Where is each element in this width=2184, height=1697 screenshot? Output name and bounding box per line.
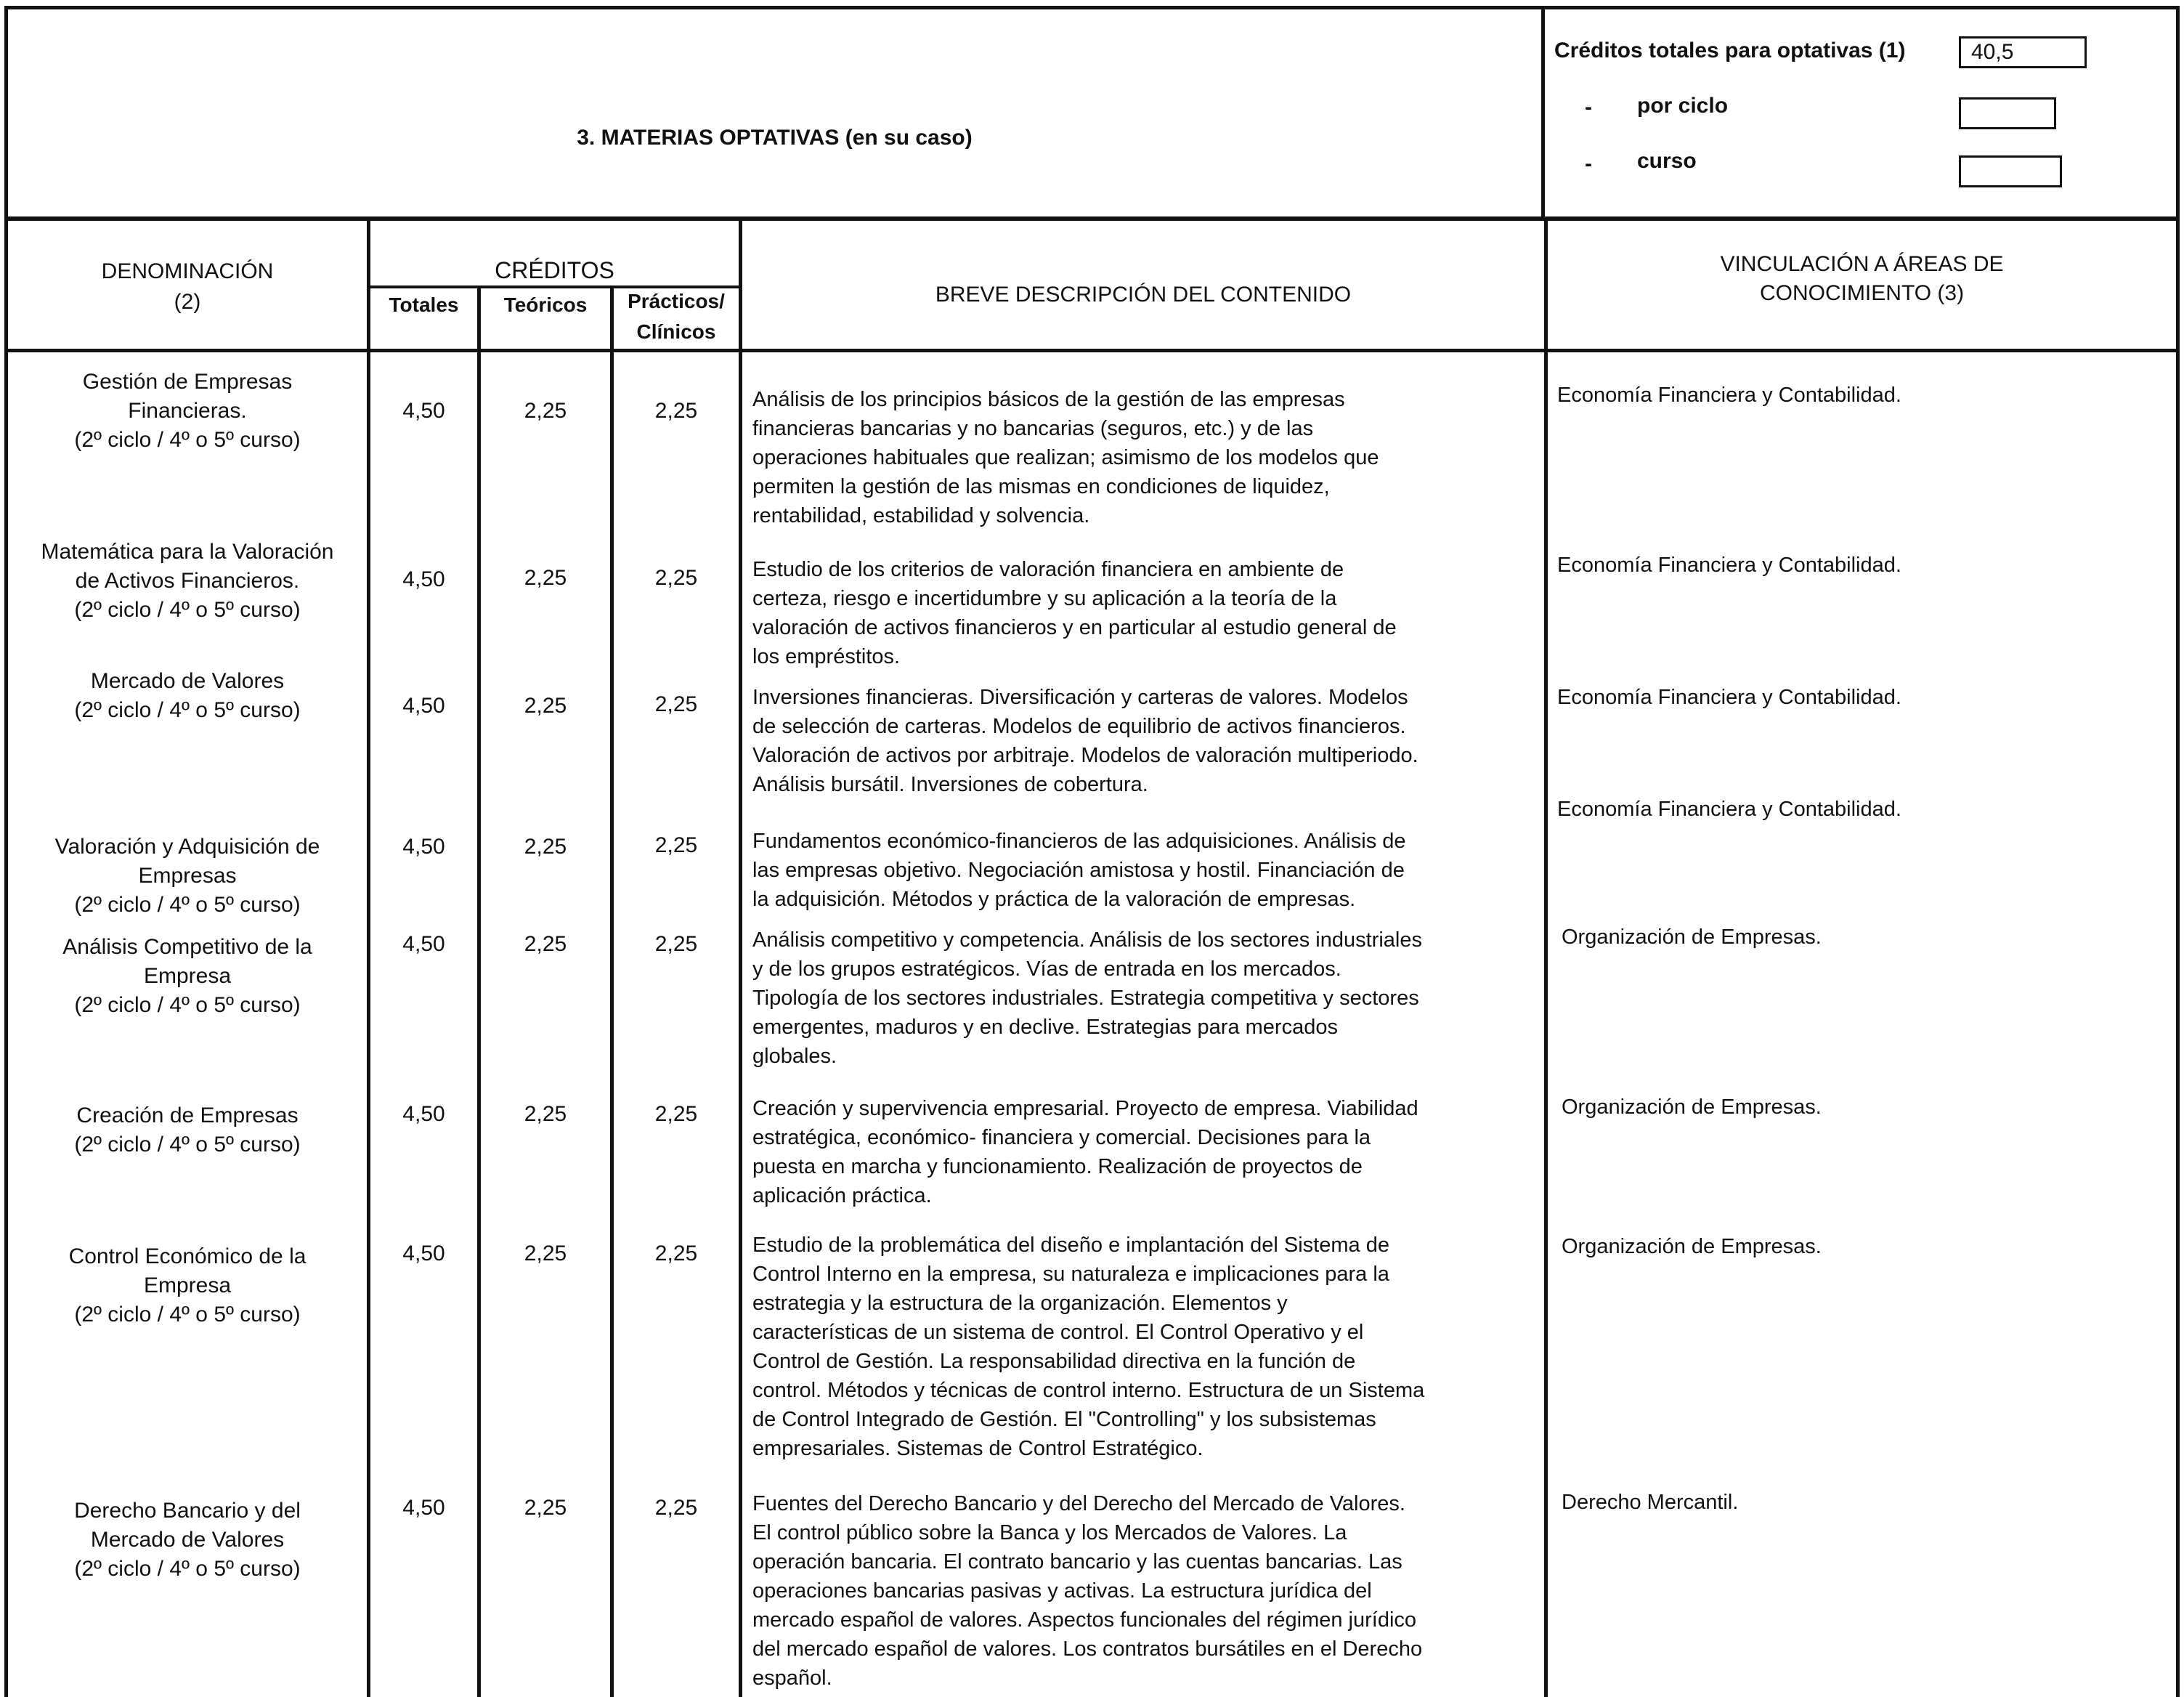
row-totales: 4,50 [402,399,445,423]
desc-line: los empréstitos. [752,645,901,668]
row-area: Economía Financiera y Contabilidad. [1557,798,1901,821]
frame-right [2176,6,2180,1697]
desc-line: de Control Integrado de Gestión. El "Controlling" y los subsistemas [752,1408,1376,1431]
row-name [8,1496,367,1584]
row-teoricos: 2,25 [524,566,567,590]
header-bottom-line [4,216,2180,221]
row-name-line: (2º ciclo / 4º o 5º curso) [74,1303,301,1327]
row-description [752,555,1537,671]
desc-line: Valoración de activos por arbitraje. Modelos de valoración multiperiodo. [752,744,1418,767]
row-area: Organización de Empresas. [1562,1095,1822,1119]
row-name-line: (2º ciclo / 4º o 5º curso) [74,993,301,1017]
por-ciclo-field [1959,97,2056,129]
row-name-line: (2º ciclo / 4º o 5º curso) [74,893,301,917]
desc-line: las empresas objetivo. Negociación amistosa y hostil. Financiación de [752,859,1405,882]
row-totales: 4,50 [402,932,445,956]
desc-line: empresariales. Sistemas de Control Estratégico. [752,1437,1203,1460]
row-name-line: (2º ciclo / 4º o 5º curso) [74,1557,301,1581]
col-sep-practicos [739,221,742,1697]
row-name-line: Financieras. [128,399,247,423]
col-header-vinculacion-1: VINCULACIÓN A ÁREAS DE [1720,252,2004,276]
row-practicos: 2,25 [654,1102,698,1126]
col-sep-totales [477,285,481,1697]
desc-line: globales. [752,1045,837,1068]
row-name [8,538,367,625]
row-area: Economía Financiera y Contabilidad. [1557,554,1901,577]
dash-2: - [1585,152,1592,176]
desc-line: estrategia y la estructura de la organización. Elementos y [752,1292,1288,1315]
desc-line: valoración de activos financieros y en particular al estudio general de [752,616,1397,639]
row-practicos: 2,25 [654,399,698,423]
desc-line: operación bancaria. El contrato bancario y las cuentas bancarias. Las [752,1550,1402,1574]
row-practicos: 2,25 [654,692,698,716]
desc-line: rentabilidad, estabilidad y solvencia. [752,504,1090,527]
desc-line: operaciones bancarias pasivas y activas. La estructura jurídica del [752,1579,1372,1603]
curso-label: curso [1637,149,1697,173]
row-area: Organización de Empresas. [1562,1235,1822,1258]
row-name [8,368,367,455]
row-name-line: Análisis Competitivo de la [62,935,312,959]
desc-line: emergentes, maduros y en declive. Estrategias para mercados [752,1016,1338,1039]
row-totales: 4,50 [402,835,445,859]
col-header-totales: Totales [389,293,459,316]
row-name [8,933,367,1020]
col-header-descripcion: BREVE DESCRIPCIÓN DEL CONTENIDO [935,283,1352,307]
desc-line: Control Interno en la empresa, su naturaleza e implicaciones para la [752,1263,1389,1286]
desc-line: aplicación práctica. [752,1184,932,1207]
col-header-practicos-1: Prácticos/ [628,290,725,312]
desc-line: Análisis bursátil. Inversiones de cobertura. [752,773,1148,796]
row-area: Economía Financiera y Contabilidad. [1557,384,1901,407]
row-name-line: de Activos Financieros. [75,569,300,593]
row-name-line: Empresa [143,1273,232,1297]
row-area: Organización de Empresas. [1562,926,1822,949]
desc-line: certeza, riesgo e incertidumbre y su aplicación a la teoría de la [752,587,1337,610]
row-name-line: Mercado de Valores [90,1528,285,1552]
row-description [752,385,1537,530]
row-teoricos: 2,25 [524,1496,567,1520]
header-divider-vertical [1541,6,1545,221]
row-description [752,1231,1537,1463]
row-name [8,667,367,725]
col-sep-denominacion [367,221,370,1697]
desc-line: Estudio de los criterios de valoración financiera en ambiente de [752,558,1344,581]
col-header-teoricos: Teóricos [503,293,588,316]
dash-1: - [1585,95,1592,119]
row-name-line: Empresas [138,864,237,888]
desc-line: Fuentes del Derecho Bancario y del Derecho del Mercado de Valores. [752,1492,1405,1515]
row-name-line: Derecho Bancario y del [74,1499,301,1523]
row-name-line: (2º ciclo / 4º o 5º curso) [74,428,301,452]
col-header-practicos-2: Clínicos [636,320,716,343]
row-name-line: Control Económico de la [68,1244,307,1268]
desc-line: permiten la gestión de las mismas en condiciones de liquidez, [752,475,1330,498]
row-name-line: Matemática para la Valoración [41,540,334,564]
credits-total-value: 40,5 [1971,40,2014,64]
row-practicos: 2,25 [654,566,698,590]
desc-line: Análisis de los principios básicos de la gestión de las empresas [752,388,1345,411]
desc-line: estratégica, económico- financiera y comercial. Decisiones para la [752,1126,1371,1149]
row-name [8,1101,367,1159]
desc-line: español. [752,1666,832,1690]
desc-line: Estudio de la problemática del diseño e implantación del Sistema de [752,1234,1389,1257]
col-header-creditos: CRÉDITOS [495,257,614,283]
desc-line: del mercado español de valores. Los contratos bursátiles en el Derecho [752,1637,1423,1661]
col-sep-descripcion [1544,221,1548,1697]
row-teoricos: 2,25 [524,399,567,423]
row-area: Economía Financiera y Contabilidad. [1557,686,1901,709]
row-name-line: Creación de Empresas [76,1103,299,1127]
row-area: Derecho Mercantil. [1562,1491,1739,1514]
row-teoricos: 2,25 [524,1242,567,1265]
row-practicos: 2,25 [654,1496,698,1520]
desc-line: y de los grupos estratégicos. Vías de entrada en los mercados. [752,957,1341,981]
desc-line: El control público sobre la Banca y los Mercados de Valores. La [752,1521,1347,1544]
desc-line: control. Métodos y técnicas de control interno. Estructura de un Sistema [752,1379,1425,1402]
desc-line: Análisis competitivo y competencia. Análisis de los sectores industriales [752,928,1422,952]
row-description [752,683,1537,799]
desc-line: financieras bancarias y no bancarias (seguros, etc.) y de las [752,417,1314,440]
desc-line: Fundamentos económico-financieros de las adquisiciones. Análisis de [752,830,1406,853]
col-header-denominacion: DENOMINACIÓN [101,259,274,283]
row-name [8,833,367,920]
column-header-bottom-line [4,349,2180,352]
row-name-line: (2º ciclo / 4º o 5º curso) [74,698,301,722]
row-totales: 4,50 [402,567,445,591]
desc-line: puesta en marcha y funcionamiento. Realización de proyectos de [752,1155,1363,1178]
desc-line: mercado español de valores. Aspectos funcionales del régimen jurídico [752,1608,1417,1632]
credits-total-field [1959,36,2087,68]
desc-line: características de un sistema de control. El Control Operativo y el [752,1321,1364,1344]
page-title: 3. MATERIAS OPTATIVAS (en su caso) [577,126,973,150]
row-practicos: 2,25 [654,833,698,857]
col-header-denominacion-note: (2) [174,290,201,314]
row-totales: 4,50 [402,1102,445,1126]
creditos-subheader-line [367,285,742,288]
row-teoricos: 2,25 [524,932,567,956]
desc-line: Tipología de los sectores industriales. Estrategia competitiva y sectores [752,987,1419,1010]
desc-line: Inversiones financieras. Diversificación y carteras de valores. Modelos [752,686,1408,709]
row-name-line: Valoración y Adquisición de [54,835,320,859]
row-teoricos: 2,25 [524,1102,567,1126]
row-teoricos: 2,25 [524,835,567,859]
row-teoricos: 2,25 [524,694,567,718]
desc-line: la adquisición. Métodos y práctica de la valoración de empresas. [752,888,1356,911]
curso-field [1959,155,2062,187]
row-name-line: (2º ciclo / 4º o 5º curso) [74,598,301,622]
row-description [752,827,1537,914]
row-description [752,926,1537,1071]
row-name [8,1242,367,1329]
desc-line: operaciones habituales que realizan; asimismo de los modelos que [752,446,1379,469]
row-name-line: Empresa [143,964,232,988]
row-name-line: Gestión de Empresas [82,370,293,394]
row-description [752,1489,1537,1693]
desc-line: Creación y supervivencia empresarial. Proyecto de empresa. Viabilidad [752,1097,1418,1120]
row-name-line: Mercado de Valores [90,669,285,693]
row-totales: 4,50 [402,1242,445,1265]
por-ciclo-label: por ciclo [1637,94,1729,118]
col-header-vinculacion-2: CONOCIMIENTO (3) [1759,281,1965,305]
credits-total-label: Créditos totales para optativas (1) [1554,39,1906,62]
frame-top [4,6,2180,9]
row-description [752,1094,1537,1210]
row-practicos: 2,25 [654,1242,698,1265]
row-name-line: (2º ciclo / 4º o 5º curso) [74,1133,301,1157]
row-totales: 4,50 [402,694,445,718]
row-practicos: 2,25 [654,932,698,956]
desc-line: de selección de carteras. Modelos de equilibrio de activos financieros. [752,715,1406,738]
col-sep-teoricos [610,285,614,1697]
desc-line: Control de Gestión. La responsabilidad directiva en la función de [752,1350,1356,1373]
row-totales: 4,50 [402,1496,445,1520]
